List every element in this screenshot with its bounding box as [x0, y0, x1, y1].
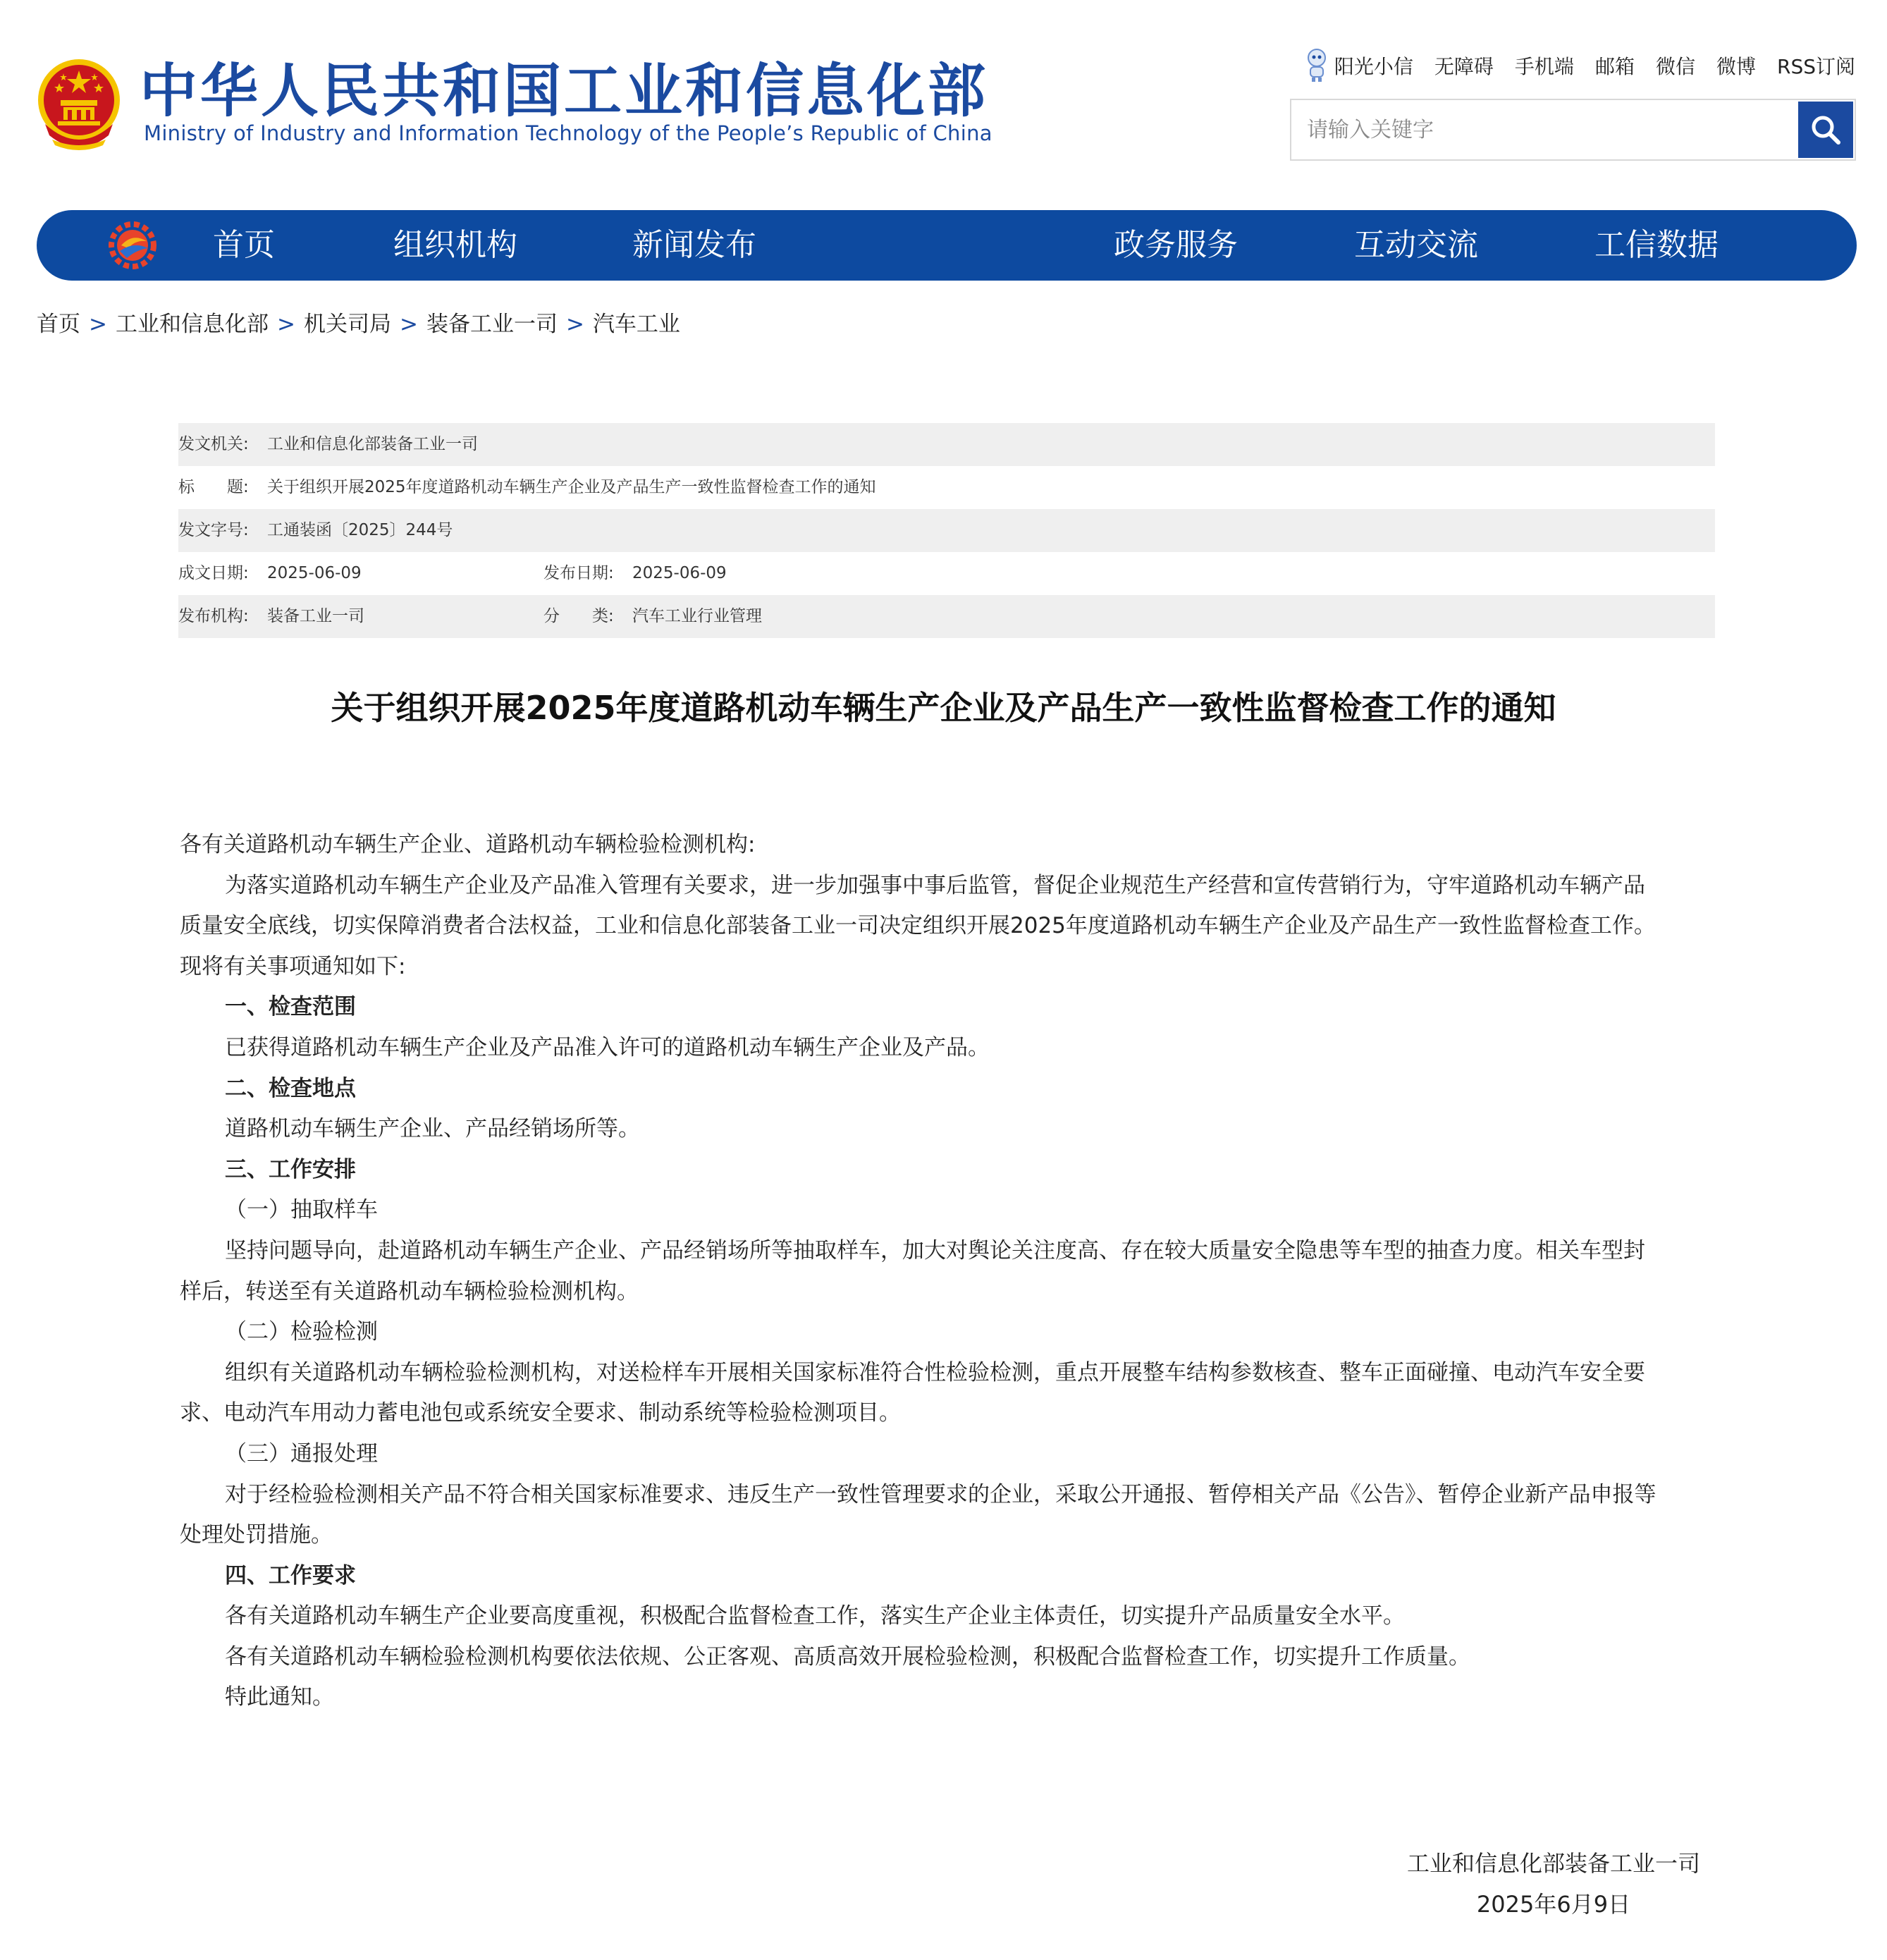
meta-label: 分 类:: [543, 607, 614, 625]
national-emblem-icon[interactable]: [35, 56, 123, 152]
logo-title-en[interactable]: Ministry of Industry and Information Technology of the People’s Republic of China: [144, 121, 992, 145]
breadcrumb-separator: >: [89, 312, 107, 337]
search-icon: [1809, 114, 1842, 146]
miit-gear-logo-icon[interactable]: [107, 220, 158, 271]
meta-row-dates: [178, 552, 1715, 595]
meta-row-issuer: [178, 423, 1715, 466]
nav-item-services[interactable]: 政务服务: [1114, 227, 1238, 263]
subsection-heading: （一）抽取样车: [225, 1197, 378, 1223]
top-links: [1305, 48, 1855, 83]
paragraph: 坚持问题导向，赴道路机动车辆生产企业、产品经销场所等抽取样车，加大对舆论关注度高、存在较大质量安全隐患等车型的抽查力度。相关车型封: [225, 1237, 1645, 1263]
document-meta-table: [178, 423, 1715, 638]
paragraph: 求、电动汽车用动力蓄电池包或系统安全要求、制动系统等检验检测项目。: [180, 1400, 901, 1426]
meta-value-published-date: 2025-06-09: [632, 564, 727, 582]
paragraph: 各有关道路机动车辆检验检测机构要依法依规、公正客观、高质高效开展检验检测，积极配合监督检查工作，切实提升工作质量。: [225, 1643, 1470, 1670]
paragraph: 处理处罚措施。: [180, 1522, 333, 1548]
meta-row-org: [178, 595, 1715, 638]
main-nav: [37, 210, 1857, 281]
paragraph: 道路机动车辆生产企业、产品经销场所等。: [225, 1116, 640, 1142]
meta-label: 标 题:: [178, 478, 249, 496]
nav-item-interaction[interactable]: 互动交流: [1354, 227, 1478, 263]
link-sunshine-xiaoxin[interactable]: 阳光小信: [1334, 55, 1413, 78]
link-rss[interactable]: RSS订阅: [1776, 55, 1855, 78]
breadcrumb-separator: >: [565, 312, 584, 337]
subsection-heading: （三）通报处理: [225, 1440, 378, 1466]
article-body: [180, 825, 1716, 1718]
breadcrumb: [37, 305, 680, 344]
breadcrumb-separator: >: [276, 312, 295, 337]
meta-value-category: 汽车工业行业管理: [632, 607, 762, 625]
meta-value-docno: 工通装函〔2025〕244号: [267, 521, 453, 539]
link-mailbox[interactable]: 邮箱: [1594, 55, 1635, 78]
meta-row-docno: [178, 509, 1715, 552]
section-heading: 三、工作安排: [225, 1156, 356, 1182]
section-heading: 四、工作要求: [225, 1562, 356, 1588]
article-title: 关于组织开展2025年度道路机动车辆生产企业及产品生产一致性监督检查工作的通知: [331, 689, 1556, 727]
meta-label: 发布日期:: [543, 564, 614, 582]
paragraph: 质量安全底线，切实保障消费者合法权益，工业和信息化部装备工业一司决定组织开展2025年度道路机动车辆生产企业及产品生产一致性监督检查工作。: [180, 913, 1656, 939]
breadcrumb-separator: >: [399, 312, 418, 337]
breadcrumb-equipment-dept[interactable]: 装备工业一司: [426, 312, 558, 337]
paragraph: 为落实道路机动车辆生产企业及产品准入管理有关要求，进一步加强事中事后监管，督促企业规范生产经营和宣传营销行为，守牢道路机动车辆产品: [225, 872, 1645, 898]
link-accessibility[interactable]: 无障碍: [1434, 55, 1494, 78]
meta-value-org: 装备工业一司: [267, 607, 364, 625]
paragraph: 已获得道路机动车辆生产企业及产品准入许可的道路机动车辆生产企业及产品。: [225, 1034, 990, 1060]
paragraph: 现将有关事项通知如下:: [180, 953, 406, 979]
meta-value-issuer: 工业和信息化部装备工业一司: [267, 435, 478, 453]
nav-item-home[interactable]: 首页: [213, 227, 275, 263]
subsection-heading: （二）检验检测: [225, 1319, 378, 1345]
robot-assistant-icon[interactable]: [1305, 48, 1329, 83]
section-heading: 二、检查地点: [225, 1075, 356, 1101]
nav-item-news[interactable]: 新闻发布: [632, 227, 756, 263]
meta-value-written-date: 2025-06-09: [267, 564, 362, 582]
link-weibo[interactable]: 微博: [1716, 55, 1756, 78]
meta-label: 发文机关:: [178, 435, 249, 453]
meta-value-title: 关于组织开展2025年度道路机动车辆生产企业及产品生产一致性监督检查工作的通知: [267, 478, 876, 496]
link-mobile[interactable]: 手机端: [1514, 55, 1574, 78]
paragraph: 各有关道路机动车辆生产企业要高度重视，积极配合监督检查工作，落实生产企业主体责任，切实提升产品质量安全水平。: [225, 1603, 1405, 1629]
breadcrumb-home[interactable]: 首页: [37, 312, 80, 337]
search-box: [1290, 99, 1856, 161]
search-input[interactable]: [1291, 100, 1792, 159]
salutation: 各有关道路机动车辆生产企业、道路机动车辆检验检测机构:: [180, 832, 756, 857]
site-header: [0, 0, 1887, 204]
link-wechat[interactable]: 微信: [1655, 55, 1695, 78]
breadcrumb-auto-industry[interactable]: 汽车工业: [592, 312, 680, 337]
nav-item-data[interactable]: 工信数据: [1594, 227, 1719, 263]
breadcrumb-miit[interactable]: 工业和信息化部: [115, 312, 269, 337]
meta-label: 成文日期:: [178, 564, 249, 582]
paragraph: 对于经检验检测相关产品不符合相关国家标准要求、违反生产一致性管理要求的企业，采取公开通报、暂停相关产品《公告》、暂停企业新产品申报等: [225, 1481, 1656, 1507]
paragraph: 组织有关道路机动车辆检验检测机构，对送检样车开展相关国家标准符合性检验检测，重点开展整车结构参数核查、整车正面碰撞、电动汽车安全要: [225, 1359, 1645, 1385]
meta-row-title: [178, 466, 1715, 509]
search-button[interactable]: [1798, 102, 1853, 158]
sign-date: 2025年6月9日: [1476, 1891, 1631, 1918]
meta-label: 发布机构:: [178, 607, 249, 625]
nav-item-organization[interactable]: 组织机构: [393, 227, 517, 263]
closing: 特此通知。: [225, 1684, 334, 1710]
meta-label: 发文字号:: [178, 521, 249, 539]
signature-block: [1407, 1843, 1700, 1925]
section-heading: 一、检查范围: [225, 994, 356, 1020]
breadcrumb-departments[interactable]: 机关司局: [303, 312, 391, 337]
sign-org: 工业和信息化部装备工业一司: [1406, 1850, 1700, 1877]
logo-title-cn[interactable]: 中华人民共和国工业和信息化部: [140, 58, 989, 125]
paragraph: 样后，转送至有关道路机动车辆检验检测机构。: [180, 1278, 639, 1304]
